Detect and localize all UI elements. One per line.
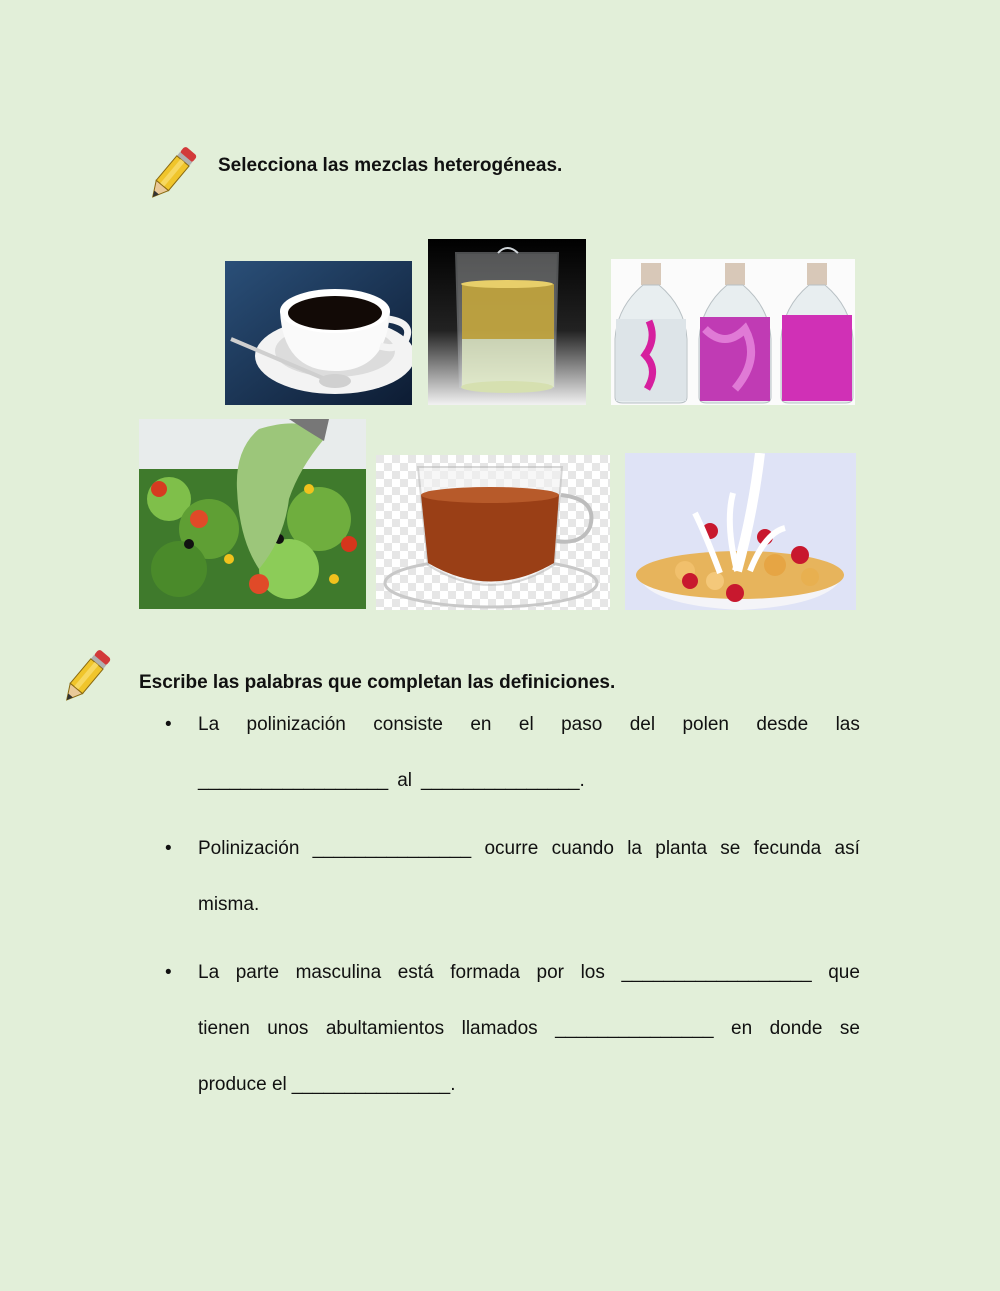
word: planta	[655, 838, 708, 859]
word: llamados	[461, 1018, 538, 1039]
word: que	[828, 962, 860, 983]
word: los	[580, 962, 605, 983]
word: por	[536, 962, 564, 983]
instruction-complete-definitions: Escribe las palabras que completan las definiciones.	[139, 672, 616, 693]
bullet: •	[165, 714, 172, 735]
word: produce el	[198, 1074, 287, 1095]
definitions-list	[165, 708, 860, 1124]
word: formada	[450, 962, 520, 983]
cereal-milk-image[interactable]	[625, 453, 856, 610]
ink-flasks-image[interactable]	[611, 259, 855, 405]
word: en	[470, 714, 492, 735]
oil-water-beaker-image[interactable]	[428, 239, 586, 405]
word: masculina	[295, 962, 382, 983]
coffee-cup-image[interactable]	[225, 261, 412, 405]
text-line	[198, 1068, 860, 1124]
text-line	[198, 956, 860, 1012]
text-line	[198, 888, 860, 944]
word: la	[627, 838, 642, 859]
blank-field[interactable]: __________________	[621, 962, 812, 983]
word: misma.	[198, 894, 260, 915]
definition-item-1	[165, 708, 860, 820]
word: tienen	[198, 1018, 250, 1039]
text-line	[198, 708, 860, 764]
definition-item-3	[165, 956, 860, 1124]
word: unos	[267, 1018, 309, 1039]
tea-cup-image[interactable]	[376, 455, 610, 610]
pencil-icon	[54, 645, 118, 709]
definition-item-2	[165, 832, 860, 944]
word: Polinización	[198, 838, 300, 859]
pencil-icon	[140, 142, 204, 206]
salad-dressing-image[interactable]	[139, 419, 366, 609]
blank-field[interactable]: __________________	[198, 770, 389, 791]
word: La	[198, 962, 220, 983]
bullet: •	[165, 962, 172, 983]
word: así	[834, 838, 860, 859]
blank-field[interactable]: _______________	[312, 838, 472, 859]
word: cuando	[551, 838, 614, 859]
blank-field[interactable]: _______________.	[421, 770, 585, 791]
word: el	[518, 714, 534, 735]
text-line	[198, 764, 860, 820]
word: polinización	[246, 714, 346, 735]
blank-field[interactable]: _______________	[555, 1018, 714, 1039]
instruction-select-mixtures: Selecciona las mezclas heterogéneas.	[218, 155, 563, 176]
blank-field[interactable]: _______________.	[291, 1074, 456, 1095]
text-line	[198, 832, 860, 888]
word: está	[397, 962, 434, 983]
word: consiste	[373, 714, 443, 735]
word: al	[397, 770, 413, 791]
word: parte	[235, 962, 280, 983]
text-line	[198, 1012, 860, 1068]
word: donde	[769, 1018, 823, 1039]
word: abultamientos	[325, 1018, 445, 1039]
word: en	[731, 1018, 753, 1039]
word: fecunda	[753, 838, 822, 859]
word: se	[720, 838, 741, 859]
word: polen	[682, 714, 729, 735]
word: del	[629, 714, 656, 735]
word: paso	[561, 714, 603, 735]
bullet: •	[165, 838, 172, 859]
word: La	[198, 714, 220, 735]
word: las	[835, 714, 860, 735]
word: ocurre	[484, 838, 539, 859]
word: se	[839, 1018, 860, 1039]
word: desde	[756, 714, 809, 735]
